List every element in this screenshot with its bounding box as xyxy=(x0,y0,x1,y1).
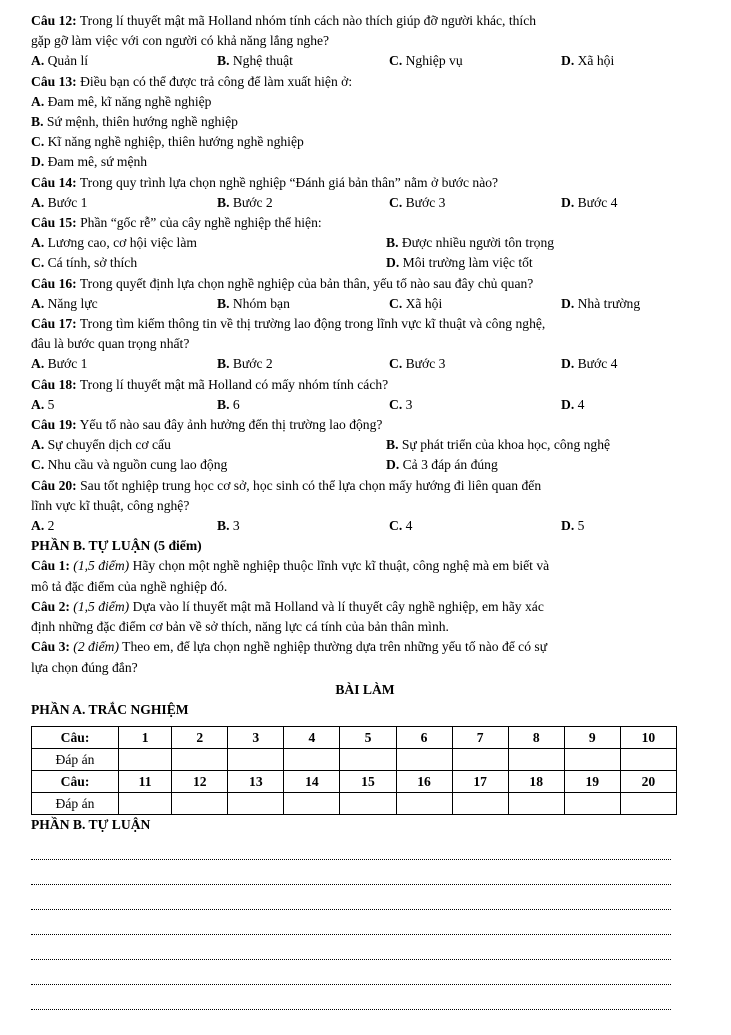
answer-cell[interactable] xyxy=(452,793,508,815)
answer-cell[interactable] xyxy=(228,749,284,771)
options-row xyxy=(31,395,699,415)
table-cell: 13 xyxy=(228,771,284,793)
options-row xyxy=(31,253,699,273)
essay-question-3: Câu 3: (2 điểm) Theo em, để lựa chọn nghề nghiệp thường dựa trên những yếu tố nào để có sự xyxy=(31,639,548,655)
option-a: A. Lương cao, cơ hội việc làm xyxy=(31,235,197,251)
option-b: B. Nhóm bạn xyxy=(217,295,290,311)
table-cell: 6 xyxy=(396,727,452,749)
writing-line[interactable] xyxy=(31,935,671,960)
question-15: Câu 15: Phần “gốc rễ” của cây nghề nghiệp thể hiện: xyxy=(31,215,322,231)
options-row xyxy=(31,435,699,455)
row-label: Câu: xyxy=(32,771,119,793)
table-row xyxy=(32,793,677,815)
table-cell: 16 xyxy=(396,771,452,793)
option-c: C. Nghiệp vụ xyxy=(389,53,463,69)
row-label: Đáp án xyxy=(32,749,119,771)
answer-cell[interactable] xyxy=(119,793,172,815)
answer-cell[interactable] xyxy=(119,749,172,771)
question-text-cont: lĩnh vực kĩ thuật, công nghệ? xyxy=(31,497,190,513)
writing-line[interactable] xyxy=(31,885,671,910)
answer-cell[interactable] xyxy=(564,749,620,771)
table-cell: 1 xyxy=(119,727,172,749)
essay-question-3-cont: lựa chọn đúng đắn? xyxy=(31,659,138,675)
question-18: Câu 18: Trong lí thuyết mật mã Holland có mấy nhóm tính cách? xyxy=(31,376,389,392)
answer-sheet-title: BÀI LÀM xyxy=(335,681,395,697)
answer-cell[interactable] xyxy=(508,793,564,815)
answer-cell[interactable] xyxy=(620,793,676,815)
option-c: C. 4 xyxy=(389,518,413,534)
answer-cell[interactable] xyxy=(396,749,452,771)
essay-question-2-cont: định những đặc điểm cơ bản về sở thích, năng lực cá tính của bản thân mình. xyxy=(31,619,449,635)
option-a: A. 2 xyxy=(31,518,55,534)
option-b: B. 6 xyxy=(217,396,240,412)
option-c: C. Bước 3 xyxy=(389,194,446,210)
option-a: A. Bước 1 xyxy=(31,356,88,372)
writing-line[interactable] xyxy=(31,910,671,935)
answer-cell[interactable] xyxy=(284,793,340,815)
question-19: Câu 19: Yếu tố nào sau đây ảnh hưởng đến thị trường lao động? xyxy=(31,417,383,433)
option-c: C. Kĩ năng nghề nghiệp, thiên hướng nghề nghiệp xyxy=(31,134,304,150)
option-a: A. Đam mê, kĩ năng nghề nghiệp xyxy=(31,93,212,109)
option-a: A. 5 xyxy=(31,396,55,412)
table-cell: 17 xyxy=(452,771,508,793)
table-cell: 4 xyxy=(284,727,340,749)
table-cell: 8 xyxy=(508,727,564,749)
option-a: A. Năng lực xyxy=(31,295,98,311)
answer-cell[interactable] xyxy=(564,793,620,815)
option-d: D. Bước 4 xyxy=(561,194,618,210)
table-cell: 19 xyxy=(564,771,620,793)
option-a: A. Bước 1 xyxy=(31,194,88,210)
section-heading-part-b: PHẦN B. TỰ LUẬN (5 điểm) xyxy=(31,538,202,554)
answer-cell[interactable] xyxy=(452,749,508,771)
option-d: D. 5 xyxy=(561,518,585,534)
writing-line[interactable] xyxy=(31,835,671,860)
answer-cell[interactable] xyxy=(172,749,228,771)
option-a: A. Quản lí xyxy=(31,53,89,69)
options-row xyxy=(31,51,699,71)
option-b: B. 3 xyxy=(217,518,240,534)
answer-cell[interactable] xyxy=(396,793,452,815)
option-b: B. Sự phát triển của khoa học, công nghệ xyxy=(386,437,611,453)
answer-cell[interactable] xyxy=(172,793,228,815)
option-b: B. Sứ mệnh, thiên hướng nghề nghiệp xyxy=(31,114,238,130)
option-b: B. Bước 2 xyxy=(217,356,273,372)
row-label: Đáp án xyxy=(32,793,119,815)
essay-question-1: Câu 1: (1,5 điểm) Hãy chọn một nghề nghiệp thuộc lĩnh vực kĩ thuật, công nghệ mà em biết và xyxy=(31,558,550,574)
table-cell: 20 xyxy=(620,771,676,793)
option-c: C. Bước 3 xyxy=(389,356,446,372)
answer-cell[interactable] xyxy=(508,749,564,771)
options-row xyxy=(31,233,699,253)
section-heading-part-b-answer: PHẦN B. TỰ LUẬN xyxy=(31,817,151,833)
options-row xyxy=(31,294,699,314)
options-row xyxy=(31,193,699,213)
question-13: Câu 13: Điều bạn có thể được trả công để làm xuất hiện ở: xyxy=(31,73,353,89)
table-cell: 5 xyxy=(340,727,396,749)
table-cell: 7 xyxy=(452,727,508,749)
row-label: Câu: xyxy=(32,727,119,749)
option-a: A. Sự chuyển dịch cơ cấu xyxy=(31,437,171,453)
options-row xyxy=(31,455,699,475)
option-c: C. 3 xyxy=(389,396,413,412)
table-row xyxy=(32,749,677,771)
table-cell: 18 xyxy=(508,771,564,793)
writing-line[interactable] xyxy=(31,985,671,1010)
question-12 xyxy=(31,11,699,31)
question-17: Câu 17: Trong tìm kiếm thông tin về thị trường lao động trong lĩnh vực kĩ thuật và công nghệ, xyxy=(31,316,546,332)
option-d: D. Nhà trường xyxy=(561,295,641,311)
question-text: Trong lí thuyết mật mã Holland nhóm tính cách nào thích giúp đỡ người khác, thích xyxy=(76,13,537,28)
option-b: B. Nghệ thuật xyxy=(217,53,293,69)
option-d: D. Bước 4 xyxy=(561,356,618,372)
answer-cell[interactable] xyxy=(284,749,340,771)
option-d: D. Cả 3 đáp án đúng xyxy=(386,457,498,473)
table-cell: 11 xyxy=(119,771,172,793)
writing-lines[interactable] xyxy=(31,835,699,1010)
writing-line[interactable] xyxy=(31,860,671,885)
writing-line[interactable] xyxy=(31,960,671,985)
table-cell: 14 xyxy=(284,771,340,793)
option-d: D. 4 xyxy=(561,396,585,412)
options-row xyxy=(31,516,699,536)
question-16: Câu 16: Trong quyết định lựa chọn nghề nghiệp của bản thân, yếu tố nào sau đây chủ quan? xyxy=(31,275,534,291)
essay-question-2: Câu 2: (1,5 điểm) Dựa vào lí thuyết mật mã Holland và lí thuyết cây nghề nghiệp, em hãy xác xyxy=(31,598,544,614)
table-cell: 10 xyxy=(620,727,676,749)
option-c: C. Nhu cầu và nguồn cung lao động xyxy=(31,457,228,473)
option-b: B. Được nhiều người tôn trọng xyxy=(386,235,555,251)
option-b: B. Bước 2 xyxy=(217,194,273,210)
section-heading-part-a: PHẦN A. TRẮC NGHIỆM xyxy=(31,701,189,717)
options-row xyxy=(31,354,699,374)
option-c: C. Xã hội xyxy=(389,295,443,311)
answer-cell[interactable] xyxy=(620,749,676,771)
table-cell: 9 xyxy=(564,727,620,749)
question-text-cont: đâu là bước quan trọng nhất? xyxy=(31,336,190,352)
question-number: Câu 12: xyxy=(31,13,77,28)
answer-table xyxy=(31,726,677,815)
essay-question-1-cont: mô tả đặc điểm của nghề nghiệp đó. xyxy=(31,578,228,594)
table-cell: 2 xyxy=(172,727,228,749)
option-c: C. Cá tính, sở thích xyxy=(31,255,138,271)
exam-page xyxy=(31,11,699,1010)
table-row xyxy=(32,727,677,749)
table-cell: 15 xyxy=(340,771,396,793)
table-row xyxy=(32,771,677,793)
answer-cell[interactable] xyxy=(340,749,396,771)
question-text-cont: gặp gỡ làm việc với con người có khả năng lắng nghe? xyxy=(31,33,330,49)
table-cell: 3 xyxy=(228,727,284,749)
option-d: D. Đam mê, sứ mệnh xyxy=(31,154,148,170)
option-d: D. Môi trường làm việc tốt xyxy=(386,255,533,271)
option-d: D. Xã hội xyxy=(561,53,615,69)
question-20: Câu 20: Sau tốt nghiệp trung học cơ sở, học sinh có thể lựa chọn mấy hướng đi liên quan đến xyxy=(31,477,542,493)
question-14: Câu 14: Trong quy trình lựa chọn nghề nghiệp “Đánh giá bản thân” nằm ở bước nào? xyxy=(31,174,499,190)
table-cell: 12 xyxy=(172,771,228,793)
answer-cell[interactable] xyxy=(228,793,284,815)
answer-cell[interactable] xyxy=(340,793,396,815)
